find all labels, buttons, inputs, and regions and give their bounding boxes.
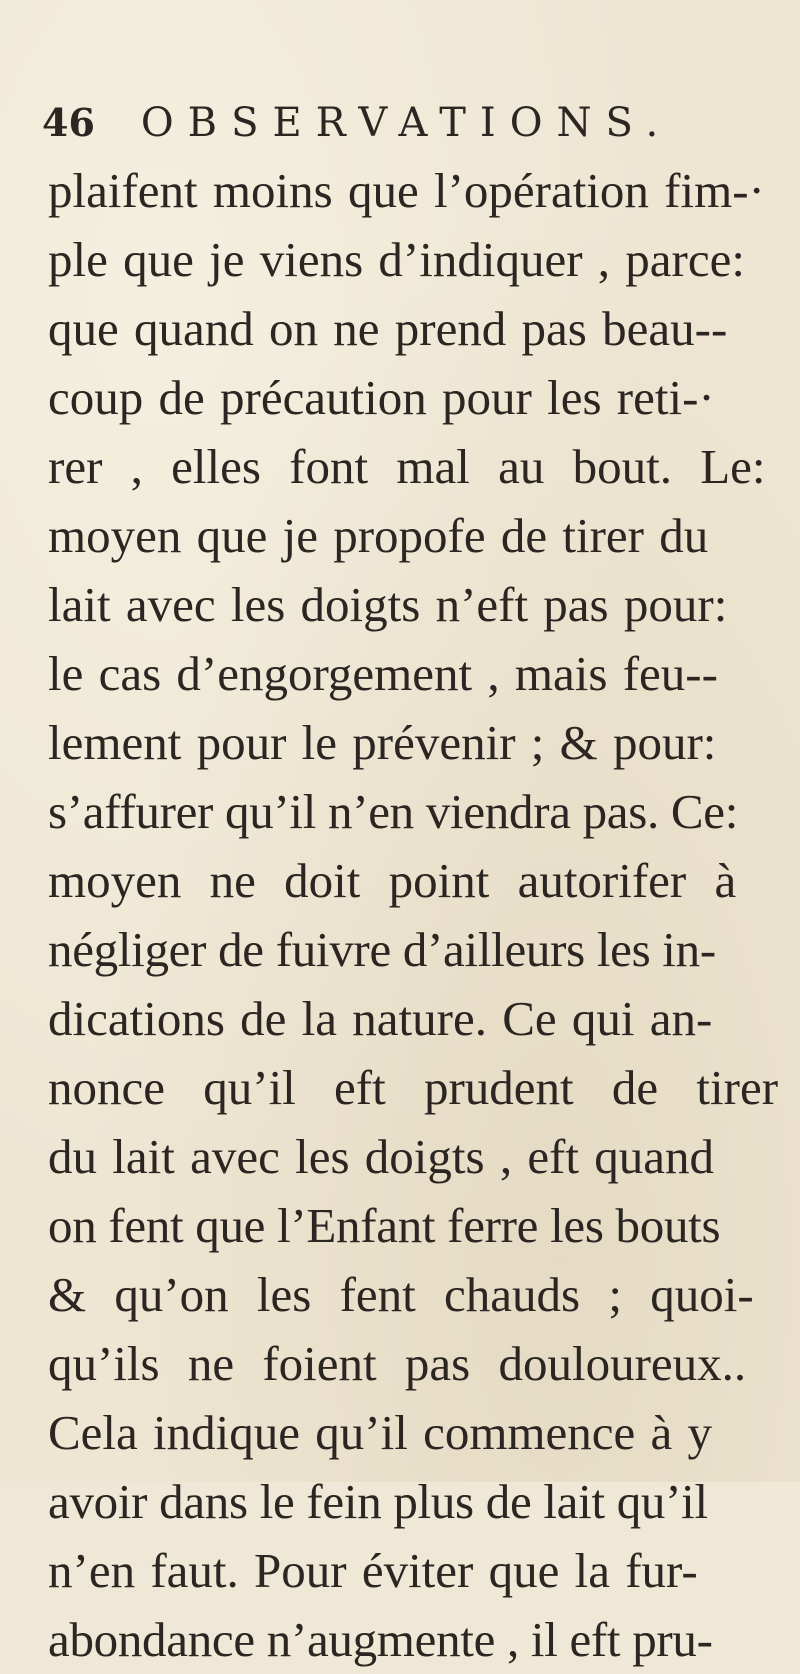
text-line: abondance n’augmente , il eft pru- [48,1612,713,1667]
text-line: lait avec les doigts n’eft pas pour: [48,577,728,632]
text-line: plaifent moins que l’opération fim-· [48,163,765,218]
text-line: ple que je viens d’indiquer , parce: [48,232,745,287]
text-line: avoir dans le fein plus de lait qu’il [48,1474,708,1529]
text-line: s’affurer qu’il n’en viendra pas. Ce: [48,784,739,839]
text-line: nonce qu’il eft prudent de tirer [48,1060,779,1115]
text-line: lement pour le prévenir ; & pour: [48,715,717,770]
text-line: moyen ne doit point autorifer à [48,853,737,908]
text-line: rer , elles font mal au bout. Le: [48,439,766,494]
text-line: on fent que l’Enfant ferre les bouts [48,1198,721,1253]
text-line: coup de précaution pour les reti-· [48,370,715,425]
text-line: qu’ils ne foient pas douloureux.. [48,1336,747,1391]
text-line: n’en faut. Pour éviter que la fur- [48,1543,698,1598]
text-line: moyen que je propofe de tirer du [48,508,709,563]
text-line: le cas d’engorgement , mais feu-- [48,646,718,701]
text-line: que quand on ne prend pas beau-- [48,301,728,356]
text-line: & qu’on les fent chauds ; quoi- [48,1267,754,1322]
text-line: négliger de fuivre d’ailleurs les in- [48,922,716,977]
page-header [42,100,672,156]
text-line: dications de la nature. Ce qui an- [48,991,713,1046]
body-text [48,156,798,1674]
running-title: OBSERVATIONS. [140,100,673,146]
text-line: Cela indique qu’il commence à y [48,1405,713,1460]
page-number: 46 [42,100,95,145]
text-line: du lait avec les doigts , eft quand [48,1129,714,1184]
